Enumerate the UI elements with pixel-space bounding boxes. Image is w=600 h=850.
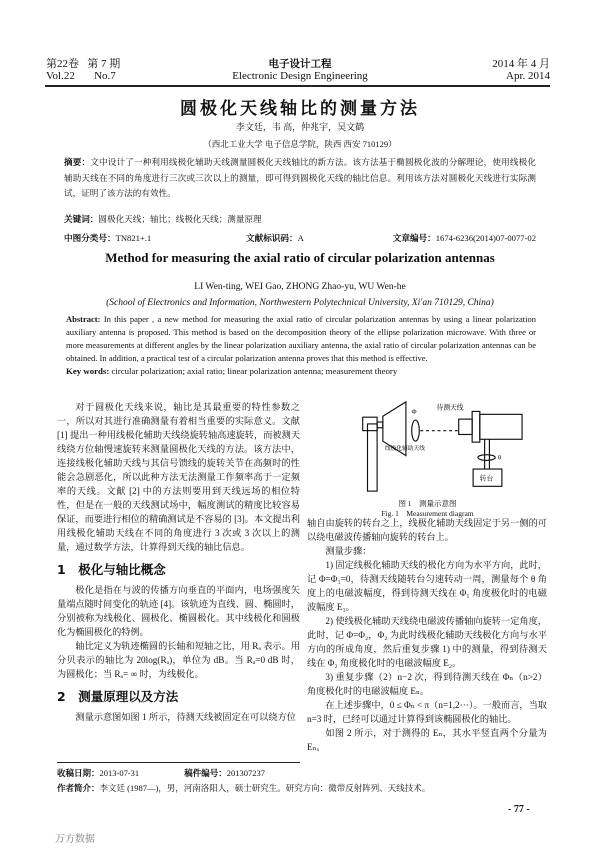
section-1-paragraph-2: 轴比定义为轨迹椭圆的长轴和短轴之比，用 Rₐ 表示。用分贝表示的轴比为 20log(Rₐ)，单位为 dB。当 Rₐ=0 dB 时，为圆极化；当 Rₐ= ∞ 时，为线极化。 <box>57 641 300 679</box>
abstract-cn-text: 文中设计了一种利用线极化辅助天线测量圆极化天线轴比的新方法。该方法基于椭圆极化波的分解理论，使用线极化辅助天线在不同的角度进行三次或三次以上的测量，即可得到圆极化天线的轴比信息。利用该方法对圆极化天线进行实际测试，证明了该方法的有效性。 <box>64 157 536 198</box>
title-cn: 圆极化天线轴比的测量方法 <box>180 99 420 119</box>
issue-en: No.7 <box>94 70 116 82</box>
figure-1 <box>305 398 550 519</box>
doc-code-label: 文献标识码： <box>246 233 298 243</box>
volume-info <box>46 58 120 82</box>
figure-caption-cn: 图 1 测量示意图 <box>398 499 457 508</box>
footnote-rule <box>57 762 300 763</box>
right-paragraph-3: 如图 2 所示，对于测得的 Eₙ，其水平竖直两个分量为 Eₙₓ <box>307 728 547 752</box>
keywords-cn <box>64 212 536 228</box>
keywords-en-label: Key words: <box>66 366 110 376</box>
keywords-en-text: circular polarization; axial ratio; linear polarization antenna; measurement theory <box>111 366 398 376</box>
clc-value: TN821+.1 <box>115 233 152 243</box>
page-number: - 77 - <box>508 804 530 815</box>
abstract-en-text: In this paper , a new method for measuring the axial ratio of circular polarization antennas by using a linear polarization auxiliary antenna is proposed. This method is based on the decomposition theory of the ellipse polarization microwave. With three or more measurements at different angles by the linear polarization auxiliary antenna, the axial ratio of circular polarization antennas can be obtained. In addition, a practical test of a circular polarization antenna proves that this method is effective. <box>66 314 537 363</box>
azimuth-rotation-icon <box>478 455 495 461</box>
authors-en: LI Wen-ting, WEI Gao, ZHONG Zhao-yu, WU Wen-he <box>194 282 406 292</box>
footnote <box>57 766 547 796</box>
keywords-cn-label: 关键词： <box>64 214 99 224</box>
clc-label: 中图分类号： <box>64 233 116 243</box>
header-rule <box>45 85 550 87</box>
volume-en: Vol.22 <box>46 70 75 82</box>
abstract-en-block <box>66 313 536 378</box>
aut-body <box>480 414 522 439</box>
left-column <box>57 400 300 724</box>
classification-line <box>64 231 536 247</box>
article-no-value: 1674-6236(2014)07-0077-02 <box>435 233 536 243</box>
measurement-diagram <box>305 398 550 494</box>
figure-caption-en: Fig. 1 Measurement diagram <box>381 509 474 518</box>
aut-flange <box>472 411 480 442</box>
section-1-heading: 1 极化与轴比概念 <box>57 562 166 577</box>
right-column <box>307 516 547 754</box>
section-1-paragraph-1: 极化是指在与波的传播方向垂直的平面内，电场强度矢量端点随时间变化的轨迹 [4]。该轨迹为直线、圆、椭圆时，分别被称为线极化、圆极化、椭圆极化。其中线极化和圆极化为椭圆极化的特例。 <box>57 585 300 637</box>
title-en: Method for measuring the axial ratio of circular polarization antennas <box>105 250 495 265</box>
watermark: 万方数据 <box>55 834 95 845</box>
theta-label: θ <box>498 454 502 462</box>
abstract-en-label: Abstract: <box>66 314 101 324</box>
date-en: Apr. 2014 <box>506 70 550 82</box>
aux-antenna-mast <box>368 424 378 491</box>
aut-label: 待测天线 <box>436 404 464 412</box>
journal-name <box>200 58 400 82</box>
turntable-label: 转台 <box>479 475 494 483</box>
affiliation-en: (School of Electronics and Information, Northwestern Polytechnical University, Xi'an 710129, China) <box>106 298 494 308</box>
manuscript-id-label: 稿件编号： <box>184 768 227 778</box>
step-2: 2) 使线极化辅助天线绕电磁波传播轴向旋转一定角度，此时，记 Φ=Φ₂，Φ₂ 为此时线极化辅助天线极化方向与水平方向的所成角度，然后重复步骤 1) 中的测量，得到待测天线在 Φ₂ 角度极化时的电磁波幅度 E₂。 <box>307 616 547 668</box>
bio-label: 作者简介： <box>57 783 100 793</box>
aux-antenna-label: 线极化辅助天线 <box>384 445 426 452</box>
abstract-cn-label: 摘要： <box>64 157 91 167</box>
received-date: 2013-07-31 <box>99 768 140 778</box>
step-1: 1) 固定线极化辅助天线的极化方向为水平方向，此时，记 Φ=Φ₁=0，待测天线随转台匀速转动一周，测量每个 θ 角度上的电磁波幅度，得到待测天线在 Φ₁ 角度极化时的电磁波幅度 E₁。 <box>307 560 547 612</box>
right-paragraph-2: 在上述步骤中，0 ≤ Φₙ < π（n=1,2···）。一般而言，当取 n=3 时，已经可以通过计算得到该椭圆极化的轴比。 <box>307 700 547 724</box>
journal-name-cn: 电子设计工程 <box>268 58 332 70</box>
volume-cn: 第22卷 <box>46 58 79 70</box>
step-3: 3) 重复步骤（2）n−2 次，得到待测天线在 Φₙ（n>2）角度极化时的电磁波幅度 Eₙ。 <box>307 672 547 696</box>
abstract-cn <box>64 155 536 202</box>
authors-cn: 李文廷，韦 高，仲兆宇，吴文鹤 <box>235 122 365 132</box>
issue-date <box>492 58 550 82</box>
date-cn: 2014 年 4 月 <box>492 58 550 70</box>
doc-code-value: A <box>297 233 304 243</box>
received-label: 收稿日期： <box>57 768 100 778</box>
section-2-paragraph-1: 测量示意图如图 1 所示，待测天线被固定在可以绕方位 <box>75 712 296 722</box>
author-bio: 李文廷 (1987—)，男，河南洛阳人，硕士研究生。研究方向：微带反射阵列、天线技术。 <box>99 783 431 793</box>
section-2-heading: 2 测量原理以及方法 <box>57 689 179 704</box>
phi-label: Φ <box>411 408 417 416</box>
aut-feed <box>459 419 472 434</box>
steps-label: 测量步骤： <box>325 546 372 556</box>
keywords-en <box>66 365 536 378</box>
affiliation-cn: （西北工业大学 电子信息学院，陕西 西安 710129） <box>203 139 397 149</box>
keywords-cn-text: 圆极化天线；轴比；线极化天线；测量原理 <box>98 214 262 224</box>
abstract-en <box>66 313 536 365</box>
right-paragraph-1: 轴自由旋转的转台之上，线极化辅助天线固定于另一侧的可以绕电磁波传播轴向旋转的转台上。 <box>307 518 547 542</box>
journal-name-en: Electronic Design Engineering <box>232 70 368 82</box>
issue-cn: 第 7 期 <box>87 58 121 70</box>
manuscript-id: 201307237 <box>226 768 265 778</box>
rotation-arrow-icon <box>412 420 420 441</box>
article-no-label: 文章编号： <box>392 233 436 243</box>
intro-paragraph: 对于圆极化天线来说，轴比是其最重要的特性参数之一，所以对其进行准确测量有着相当重要的实际意义。文献 [1] 提出一种用线极化辅助天线绕旋转轴高速旋转，而被测天线绕方位轴慢速旋转来测量圆极化天线的方法。该方法中，连接线极化辅助天线与其信号馈线的旋转关节在高频时的性能会急剧恶化，所以此种方法无法测量工作频率高于一定频率的天线。文献 [2] 中的方法则要用到天线远场的相位特性，但是在一般的天线测试场中，幅度测试的精度比较容易保证，而要进行相位的精确测试是不容易的 [3]。本文提出利用线极化辅助天线在不同的角度进行 3 次或 3 次以上的测量，通过数学方法，计算得到天线的轴比信息。 <box>57 402 300 552</box>
